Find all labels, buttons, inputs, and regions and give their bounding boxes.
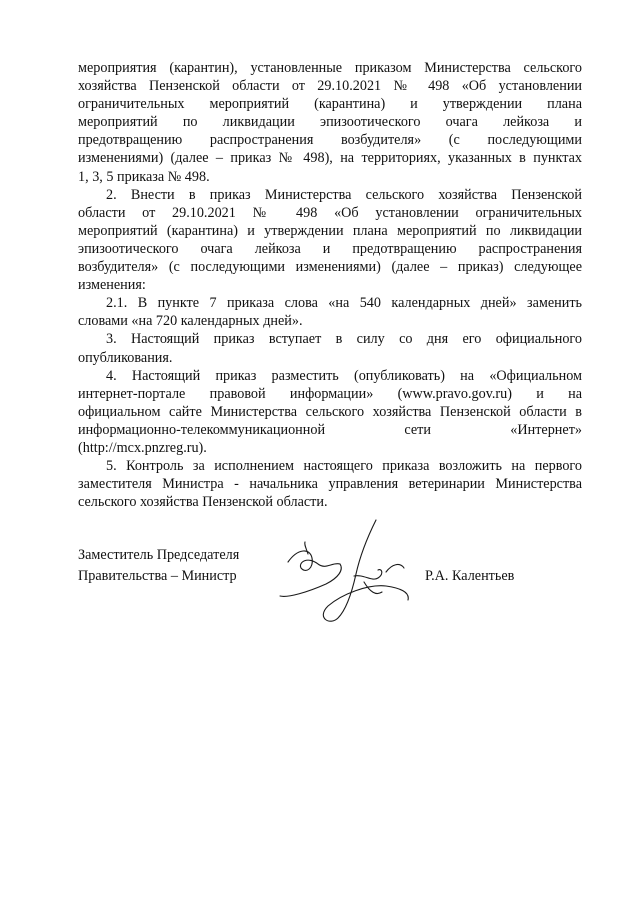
body-line: 1, 3, 5 приказа № 498. (78, 168, 210, 185)
body-line: возбудителя» (с последующими изменениями) (далее – приказ) следующее (78, 259, 582, 276)
body-line: ограничительных мероприятий (карантина) и утверждении плана (78, 96, 582, 113)
body-line: мероприятий (карантина) и утверждении плана мероприятий по ликвидации (78, 222, 582, 239)
body-line: заместителя Министра - начальника управления ветеринарии Министерства (78, 476, 582, 493)
body-line: официальном сайте Министерства сельского хозяйства Пензенской области в (78, 403, 582, 420)
body-line: 3. Настоящий приказ вступает в силу со дня его официального (106, 331, 582, 348)
body-line: словами «на 720 календарных дней». (78, 313, 303, 330)
signatory-title-line: Заместитель Председателя (78, 547, 240, 563)
body-line: мероприятия (карантин), установленные приказом Министерства сельского (78, 60, 582, 76)
body-line: (http://mcx.pnzreg.ru). (78, 439, 207, 456)
body-line: 2.1. В пункте 7 приказа слова «на 540 календарных дней» заменить (106, 295, 582, 312)
body-line: сельского хозяйства Пензенской области. (78, 494, 328, 511)
document-body (78, 59, 582, 511)
handwritten-signature (268, 512, 418, 624)
body-line: 4. Настоящий приказ разместить (опубликовать) на «Официальном (106, 367, 582, 384)
signatory-name: Р.А. Калентьев (425, 568, 515, 584)
signatory-title-line: Правительства – Министр (78, 568, 237, 584)
body-line: области от 29.10.2021 № 498 «Об установлении ограничительных (78, 204, 582, 221)
body-line: мероприятий по ликвидации эпизоотического очага лейкоза и (78, 114, 582, 131)
body-line: предотвращению распространения возбудителя» (с последующими (78, 132, 582, 149)
body-line: 2. Внести в приказ Министерства сельского хозяйства Пензенской (106, 186, 582, 203)
body-line: информационно-телекоммуникационной сети «Интернет» (78, 421, 582, 438)
body-line: изменения: (78, 277, 146, 294)
body-line: эпизоотического очага лейкоза и предотвращению распространения (78, 240, 582, 257)
body-line: хозяйства Пензенской области от 29.10.2021 № 498 «Об установлении (78, 78, 582, 95)
body-line: изменениями) (далее – приказ № 498), на территориях, указанных в пунктах (78, 150, 582, 167)
body-line: опубликования. (78, 349, 173, 366)
body-line: интернет-портале правовой информации» (www.pravo.gov.ru) и на (78, 385, 582, 402)
signatory-title (78, 545, 239, 587)
body-line: 5. Контроль за исполнением настоящего приказа возложить на первого (106, 458, 582, 475)
